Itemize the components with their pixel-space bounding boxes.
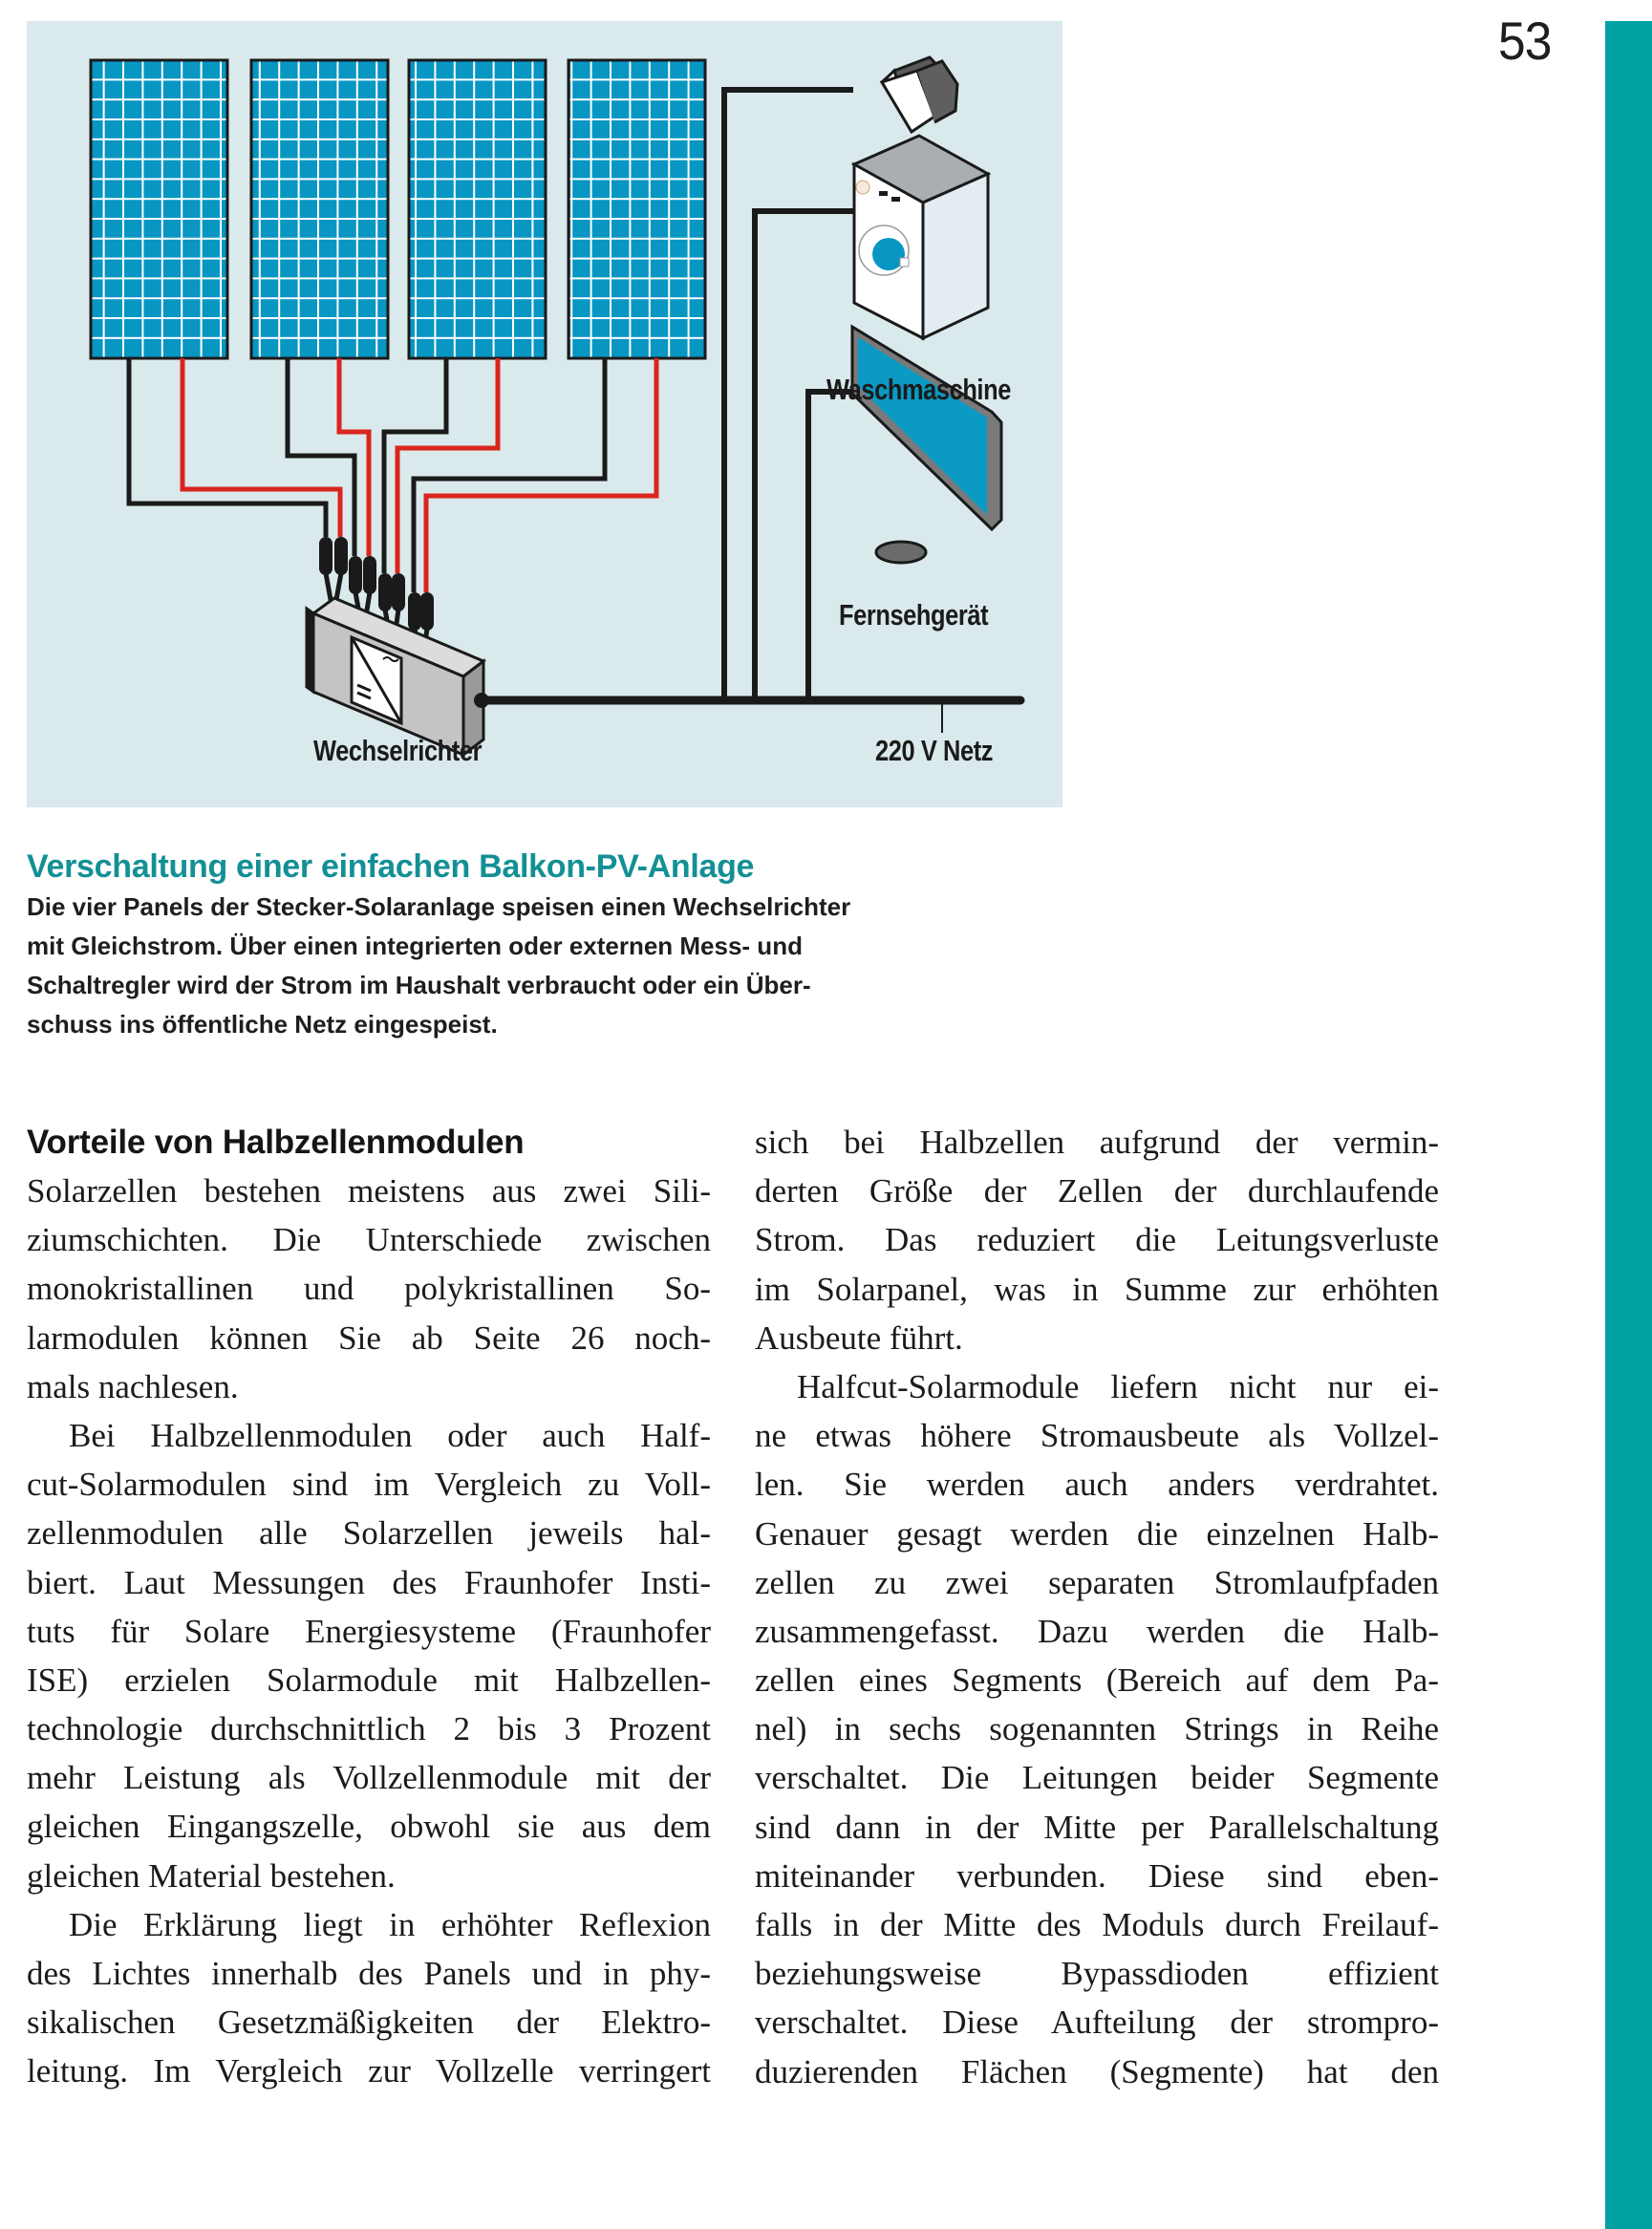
text-line: gleichen Eingangszelle, obwohl sie aus dem [27,1808,711,1846]
text-line: des Lichtes innerhalb des Panels und in phy- [27,1955,711,1992]
article-right-column [755,1118,1439,2096]
text-line: im Solarpanel, was in Summe zur erhöhten [755,1270,1439,1308]
section-heading: Vorteile von Halbzellenmodulen [27,1124,525,1161]
lamp-icon [882,57,957,132]
article-left-column [27,1118,711,2096]
text-line: duzierenden Flächen (Segmente) hat den [755,2052,1439,2090]
text-line: Die Erklärung liegt in erhöhter Reflexion [69,1905,711,1943]
wiring-diagram [27,21,1062,807]
text-line: miteinander verbunden. Diese sind eben- [755,1856,1439,1895]
text-line: Genauer gesagt werden die einzelnen Halb- [755,1514,1439,1553]
solar-panel-4 [569,60,705,358]
text-line: zellenmodulen alle Solarzellen jeweils hal- [27,1514,711,1553]
caption-text [27,888,982,1044]
text-line: Halfcut-Solarmodule liefern nicht nur ei- [797,1367,1439,1405]
text-line: sich bei Halbzellen aufgrund der vermin- [755,1124,1439,1161]
solar-panel-1 [91,60,227,358]
tv-icon [852,327,1001,563]
text-line: verschaltet. Die Leitungen beider Segmente [755,1759,1439,1797]
text-line: biert. Laut Messungen des Fraunhofer Insti- [27,1563,711,1601]
caption-line: schuss ins öffentliche Netz eingespeist. [27,1010,498,1039]
text-line: technologie durchschnittlich 2 bis 3 Prozent [27,1710,711,1748]
text-line: derten Größe der Zellen der durchlaufende [755,1172,1439,1211]
chapter-edge-stripe [1605,21,1652,2229]
text-line: len. Sie werden auch anders verdrahtet. [755,1466,1439,1504]
tv-label: Fernsehgerät [839,598,989,632]
text-line: zellen eines Segments (Bereich auf dem Pa- [755,1661,1439,1700]
text-line: nel) in sechs sogenannten Strings in Reihe [755,1710,1439,1748]
figure-caption [27,846,1040,1044]
text-line: beziehungsweise Bypassdioden effizient [755,1955,1439,1993]
solar-panel-2 [251,60,388,358]
text-line: monokristallinen und polykristallinen So- [27,1270,711,1308]
text-line: leitung. Im Vergleich zur Vollzelle verringert [27,2052,711,2090]
caption-title: Verschaltung einer einfachen Balkon-PV-Anlage [27,848,755,885]
inverter-label: Wechselrichter [313,734,483,767]
grid-label: 220 V Netz [875,734,994,767]
caption-line: Die vier Panels der Stecker-Solaranlage speisen einen Wechselrichter [27,892,851,921]
caption-line: Schaltregler wird der Strom im Haushalt verbraucht oder ein Über- [27,971,811,999]
text-line: Solarzellen bestehen meistens aus zwei Sili- [27,1172,711,1210]
text-line: zellen zu zwei separaten Stromlaufpfaden [755,1563,1439,1601]
solar-panel-3 [409,60,546,358]
text-line: falls in der Mitte des Moduls durch Freilauf- [755,1906,1439,1943]
text-line: ne etwas höhere Stromausbeute als Vollzel- [755,1417,1439,1455]
text-line: sind dann in der Mitte per Parallelschaltung [755,1808,1439,1846]
dc-wires [129,358,656,592]
text-line: zusammengefasst. Dazu werden die Halb- [755,1612,1439,1650]
washing-machine-label: Waschmaschine [826,373,1011,406]
wiring-diagram-figure [27,21,1062,807]
text-line: larmodulen können Sie ab Seite 26 noch- [27,1318,711,1357]
text-line: Ausbeute führt. [755,1318,963,1357]
washing-machine-icon [854,136,988,338]
text-line: Strom. Das reduziert die Leitungsverluste [755,1221,1439,1259]
text-line: cut-Solarmodulen sind im Vergleich zu Voll- [27,1466,711,1504]
text-line: mals nachlesen. [27,1367,239,1405]
caption-line: mit Gleichstrom. Über einen integrierten oder externen Mess- und [27,932,803,960]
text-line: tuts für Solare Energiesysteme (Fraunhofer [27,1612,711,1650]
page-number: 53 [1498,11,1552,71]
text-line: gleichen Material bestehen. [27,1856,396,1895]
text-line: mehr Leistung als Vollzellenmodule mit der [27,1759,711,1797]
text-line: ziumschichten. Die Unterschiede zwischen [27,1221,711,1259]
text-line: sikalischen Gesetzmäßigkeiten der Elektro- [27,2004,711,2042]
text-line: Bei Halbzellenmodulen oder auch Half- [69,1416,711,1454]
text-line: verschaltet. Diese Aufteilung der strompro- [755,2004,1439,2042]
text-line: ISE) erzielen Solarmodule mit Halbzellen- [27,1661,711,1699]
